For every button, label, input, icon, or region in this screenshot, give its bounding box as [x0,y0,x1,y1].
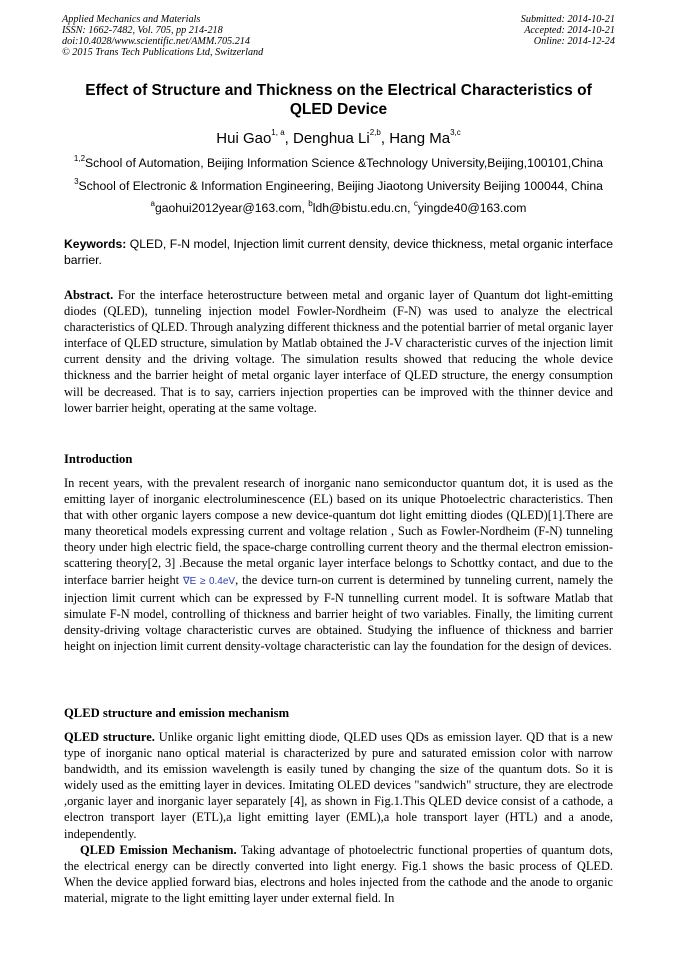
author-sup: 2,b [369,128,381,137]
aff-sup: 1,2 [73,154,86,163]
paper-title: Effect of Structure and Thickness on the Electrical Characteristics of QLED Device [85,82,592,118]
affiliation [64,179,613,193]
journal-name: Applied Mechanics and Materials [62,14,201,25]
author: Hang Ma [389,130,451,147]
keywords [64,236,613,268]
copyright: © 2015 Trans Tech Publications Ltd, Switzerland [62,47,264,58]
issn: ISSN: 1662-7482, Vol. 705, pp 214-218 [62,25,223,36]
accepted-date: Accepted: 2014-10-21 [524,25,615,36]
keywords-text: QLED, F-N model, Injection limit current density, device thickness, metal organic interface barrier. [64,237,613,267]
online-date: Online: 2014-12-24 [533,36,615,47]
dates-info [521,14,615,47]
barrier-equation: ∇E ≥ 0.4eV [182,575,236,587]
journal-info [62,14,263,58]
emails [64,201,613,215]
section-heading: QLED structure and emission mechanism [64,706,290,720]
abstract [64,287,613,416]
author-list: Hui Gao$^{1, a}$, Denghua Li$^{2,b}$, Hang Ma$^{3,c}$ [216,128,461,147]
email-link[interactable]: ldh@bistu.edu.cn, [312,201,414,215]
section-heading: Introduction [64,452,133,466]
abstract-text: For the interface heterostructure between metal and organic layer of Quantum dot light-emitting diodes (QLED), tunneling injection model Fowler-Nordheim (F-N) was used to analyze the electrical characteristics of QLED. Through analyzing different thickness and the potential barrier of metal organic layer interface of QLED structure, simulation by Matlab obtained the J-V characteristic curves of the injection limit current density and the driving voltage. The simulation results showed that reducing the whole device thickness and the barrier height of metal organic layer interface of QLED structure, the energy consumption will be decreased. That is to say, carriers injection properties can be improved with the thinner device and lower barrier height, operating at the same voltage. [64,288,613,415]
paragraph-label: QLED structure. [64,730,155,744]
aff-text: School of Electronic & Information Engineering, Beijing Jiaotong University Beijing 100044, China [78,179,603,193]
qled-structure-paragraph [64,729,613,842]
email-link[interactable]: yingde40@163.com [417,201,527,215]
author-sup: 3,c [450,128,461,137]
introduction-paragraph [64,475,613,654]
abstract-label: Abstract. [64,288,114,302]
author: Hui Gao [216,130,272,147]
qled-emission-paragraph [64,842,613,906]
paragraph-label: QLED Emission Mechanism. [80,843,237,857]
intro-text: , the device turn-on current is determined by tunneling current, namely the injection limit current which can be expressed by F-N tunnelling current model. It is software Matlab that simulate F-N model, controlling of thickness and barrier height of two variables. Finally, the limiting current density-driving voltage characteristic curves are obtained. Studying the influence of thickness and barrier height on injection limit current density-voltage characteristic can lay the foundation for the design of devices. [64,572,613,653]
aff-sup: 3 [74,177,79,186]
affiliation [64,156,613,170]
keywords-label: Keywords: [64,237,127,251]
author-sup: 1, a [271,128,285,137]
paragraph-text: Taking advantage of photoelectric functional properties of quantum dots, the electrical energy can be directly converted into light energy. Fig.1 shows the basic process of QLED. When the device applied forward bias, electrons and holes injected from the cathode and the anode to organic material, migrate to the light emitting layer under external field. In [64,843,613,906]
email-link[interactable]: gaohui2012year@163.com, [154,201,309,215]
paragraph-text: Unlike organic light emitting diode, QLED uses QDs as emission layer. QD that is a new type of inorganic nano optical material is characterized by pure and saturated emission color with narrow bandwidth, and its emission wavelength is easily tuned by changing the size of the quantum dots. So it is widely used as the emitting layer in devices. Imitating OLED devices "sandwich" structure, they are electrode ,organic layer and inorganic layer separately [4], as shown in Fig.1.This QLED device consist of a cathode, a electron transport layer (ETL),a light emitting layer (EML),a hole transport layer (HTL) and a anode, independently. [64,730,613,841]
aff-text: School of Automation, Beijing Information Science &Technology University,Beijing,100101,China [85,156,604,170]
submitted-date: Submitted: 2014-10-21 [520,14,615,25]
email-sup: c [413,199,418,208]
email-sup: b [308,199,313,208]
author: Denghua Li [292,130,370,147]
email-sup: a [150,199,155,208]
intro-text: In recent years, with the prevalent research of inorganic nano semiconductor quantum dot, it is used as the emitting layer of inorganic electroluminescence (EL) based on its unique Photoelectric characteristics. Then that with other organic layers compose a new device-quantum dot light emitting diodes (QLED)[1].There are many theoretical models expressing current and voltage relation , Such as Fowler-Nordheim (F-N) tunneling theory under high electric field, the space-charge controlling current theory and the thermal electron emission-scattering theory[2, 3] .Because the metal organic layer interface belongs to Schottky contact, and due to the interface barrier height [64,476,613,587]
doi: doi:10.4028/www.scientific.net/AMM.705.214 [62,36,250,47]
